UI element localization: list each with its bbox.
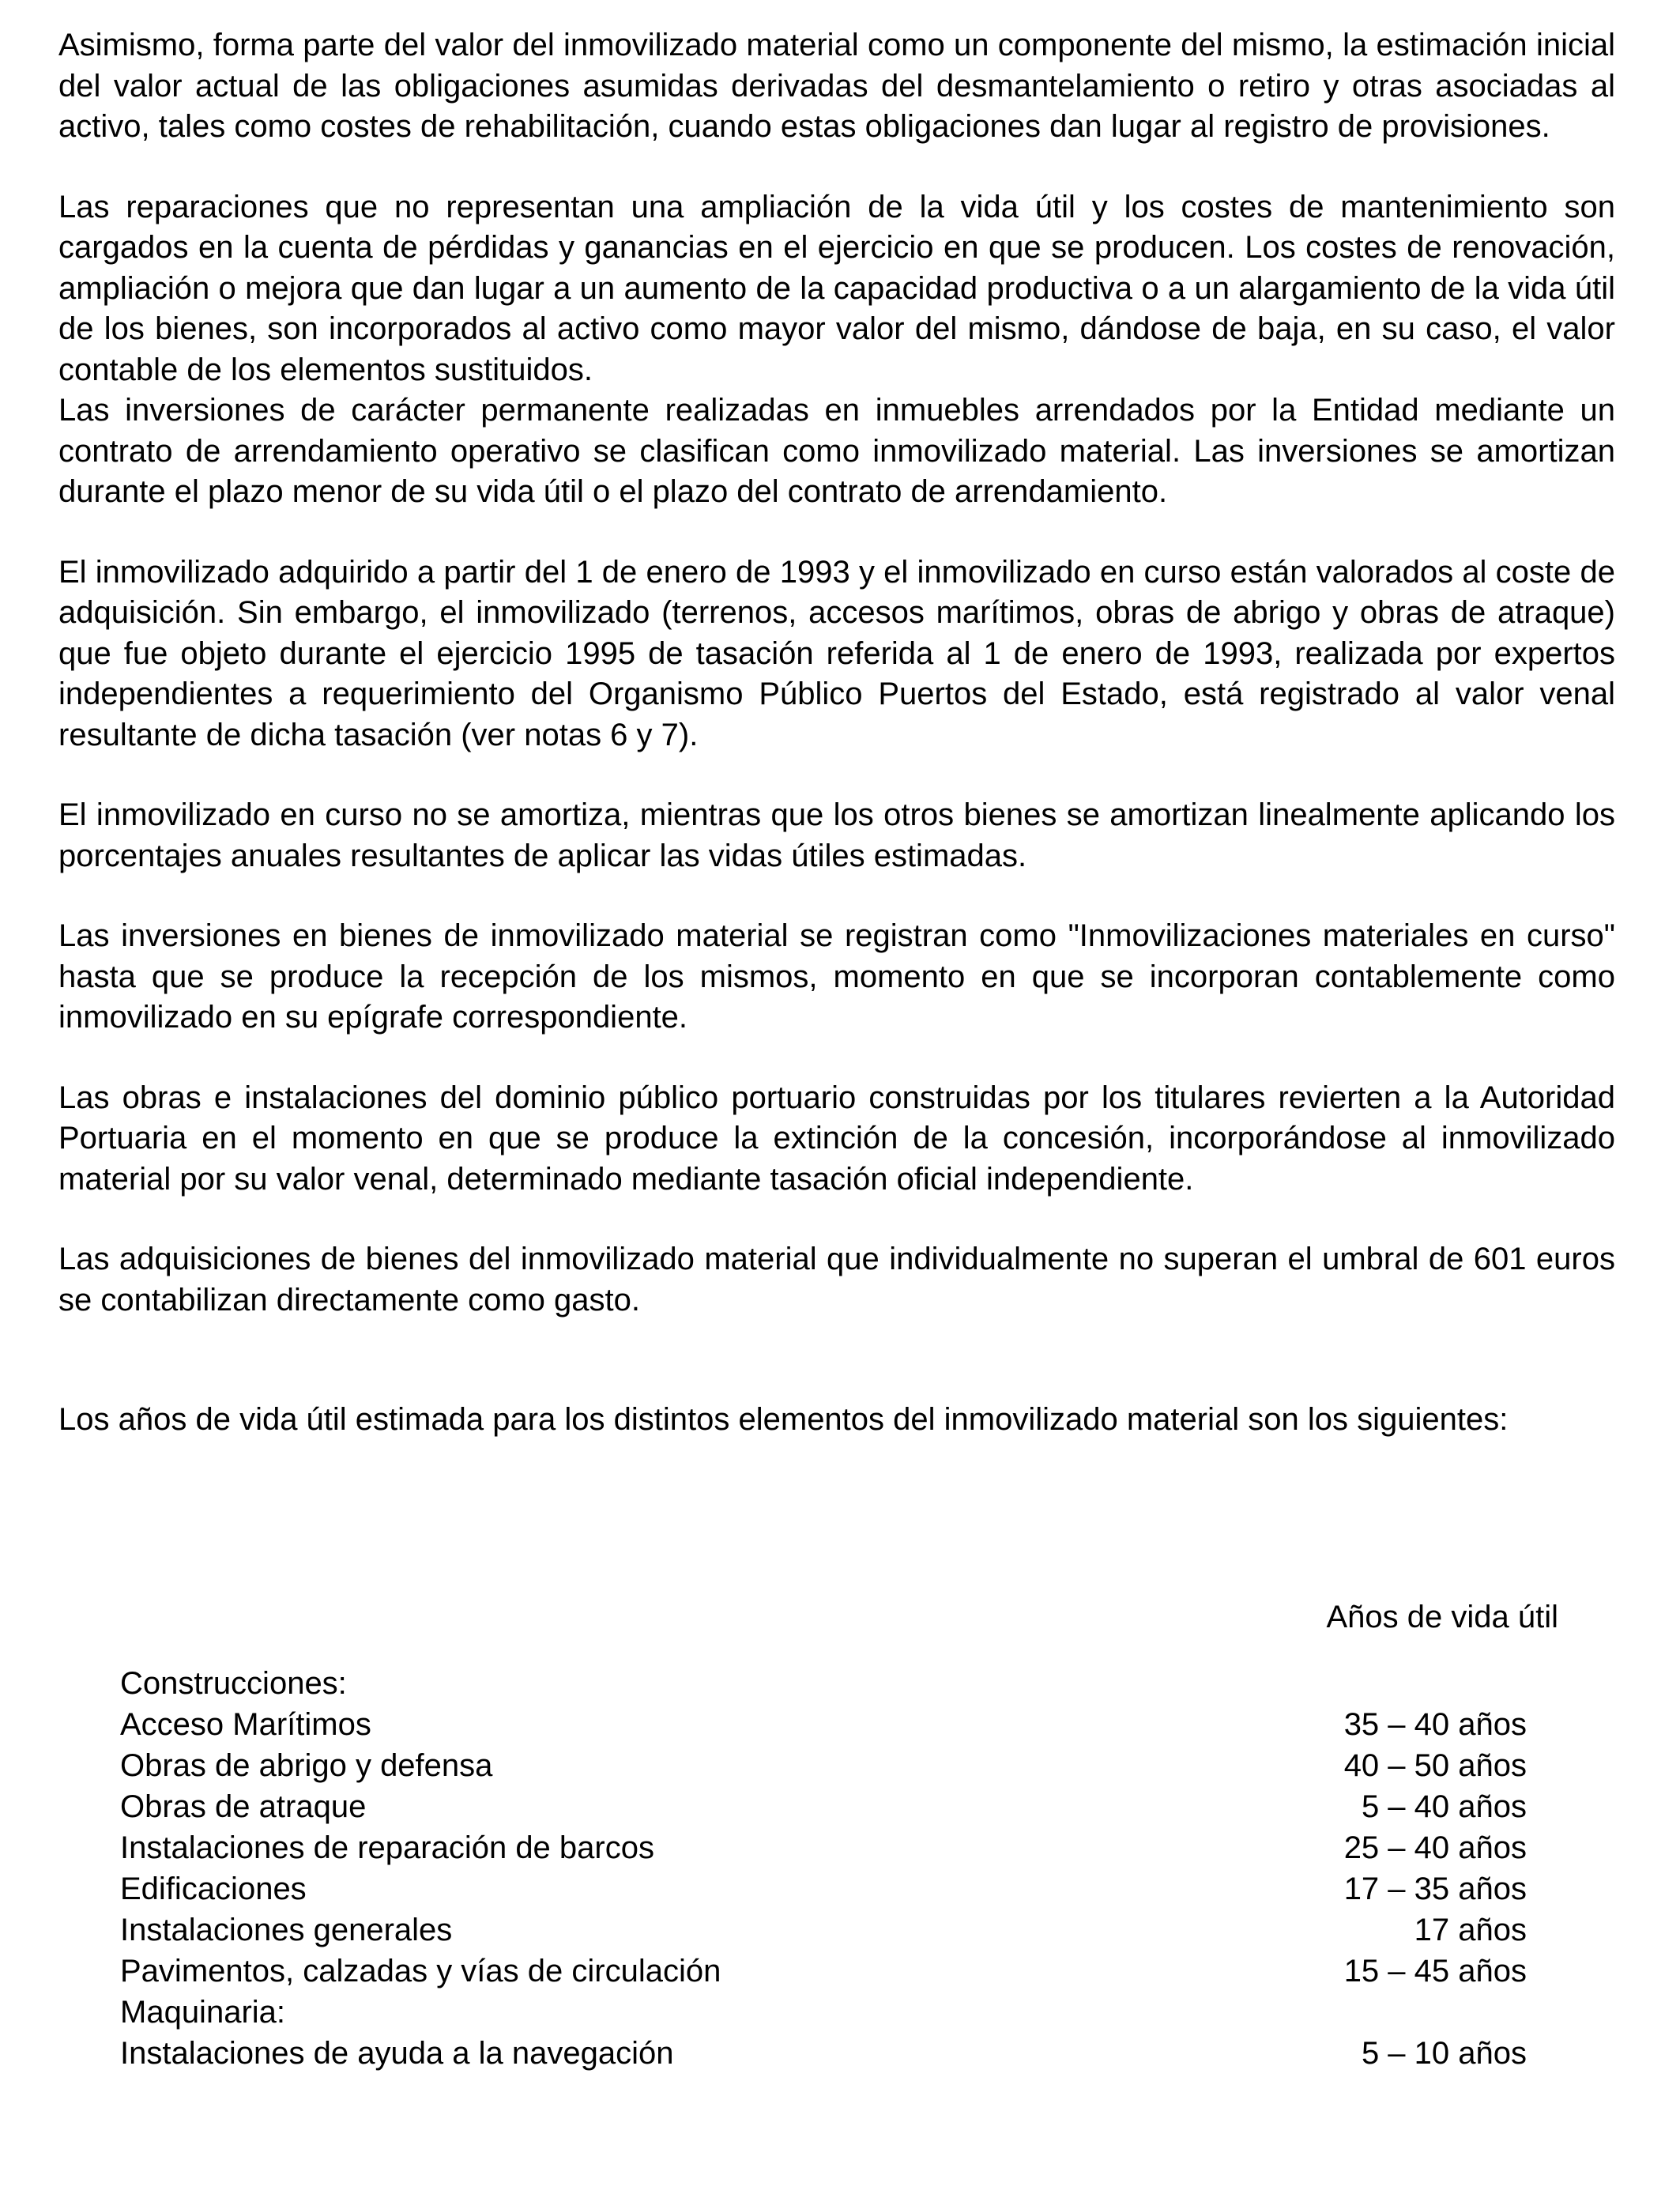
table-row xyxy=(120,1745,1527,1786)
table-row xyxy=(120,1704,1527,1745)
row-value: 17 años xyxy=(1414,1913,1527,1947)
table-row xyxy=(120,1827,1527,1868)
row-value: 25 – 40 años xyxy=(1343,1830,1527,1865)
table-header-years: Años de vida útil xyxy=(1326,1600,1558,1634)
row-label: Instalaciones de ayuda a la navegación xyxy=(120,2036,674,2071)
row-label: Obras de atraque xyxy=(120,1789,367,1824)
row-value: 15 – 45 años xyxy=(1343,1954,1527,1989)
paragraph-vida-util-intro: Los años de vida útil estimada para los distintos elementos del inmovilizado material son los siguientes: xyxy=(58,1402,1509,1437)
row-label: Instalaciones generales xyxy=(120,1913,453,1947)
row-label: Instalaciones de reparación de barcos xyxy=(120,1830,654,1865)
paragraph-inmovilizaciones-curso: Las inversiones en bienes de inmovilizado material se registran como "Inmovilizaciones materiales en curso" hasta que se produce la recepción de los mismos, momento en que se incorporan contablemente como inmovilizado en su epígrafe correspondiente. xyxy=(58,918,1615,1035)
paragraph-valoracion: El inmovilizado adquirido a partir del 1 de enero de 1993 y el inmovilizado en curso están valorados al coste de adquisición. Sin embargo, el inmovilizado (terrenos, accesos marítimos, obras de abrigo y obras de atraque) que fue objeto durante el ejercicio 1995 de tasación referida al 1 de enero de 1993, realizada por expertos independientes a requerimiento del Organismo Público Puertos del Estado, está registrado al valor venal resultante de dicha tasación (ver notas 6 y 7). xyxy=(58,554,1615,752)
row-value: 5 – 10 años xyxy=(1361,2036,1527,2071)
row-label: Obras de abrigo y defensa xyxy=(120,1748,493,1783)
row-value: 17 – 35 años xyxy=(1343,1872,1527,1906)
table-row xyxy=(120,1663,1527,1704)
row-label: Edificaciones xyxy=(120,1872,307,1906)
paragraph-inmuebles-arrendados: Las inversiones de carácter permanente realizadas en inmuebles arrendados por la Entidad mediante un contrato de arrendamiento operativo se clasifican como inmovilizado material. Las inversiones se amortizan durante el plazo menor de su vida útil o el plazo del contrato de arrendamiento. xyxy=(58,393,1615,509)
row-label: Maquinaria: xyxy=(120,1995,286,2030)
row-label: Pavimentos, calzadas y vías de circulación xyxy=(120,1954,721,1989)
row-value: 35 – 40 años xyxy=(1343,1707,1527,1742)
table-row xyxy=(120,1951,1527,1992)
paragraph-umbral-gasto: Las adquisiciones de bienes del inmovilizado material que individualmente no superan el umbral de 601 euros se contabilizan directamente como gasto. xyxy=(58,1242,1615,1318)
paragraph-reparaciones: Las reparaciones que no representan una ampliación de la vida útil y los costes de mantenimiento son cargados en la cuenta de pérdidas y ganancias en el ejercicio en que se producen. Los costes de renovación, ampliación o mejora que dan lugar a un aumento de la capacidad productiva o a un alargamiento de la vida útil de los bienes, son incorporados al activo como mayor valor del mismo, dándose de baja, en su caso, el valor contable de los elementos sustituidos. xyxy=(58,189,1615,387)
row-label: Construcciones: xyxy=(120,1666,347,1701)
table-row xyxy=(120,1868,1527,1909)
row-value: 40 – 50 años xyxy=(1343,1748,1527,1783)
paragraph-provisiones: Asimismo, forma parte del valor del inmovilizado material como un componente del mismo, la estimación inicial del valor actual de las obligaciones asumidas derivadas del desmantelamiento o retiro y otras asociadas al activo, tales como costes de rehabilitación, cuando estas obligaciones dan lugar al registro de provisiones. xyxy=(58,28,1615,144)
table-row xyxy=(120,1992,1527,2033)
table-row xyxy=(120,1786,1527,1827)
paragraph-reversion-concesiones: Las obras e instalaciones del dominio público portuario construidas por los titulares revierten a la Autoridad Portuaria en el momento en que se produce la extinción de la concesión, incorporándose al inmovilizado material por su valor venal, determinado mediante tasación oficial independiente. xyxy=(58,1080,1615,1197)
table-row xyxy=(120,2033,1527,2074)
table-rows xyxy=(120,1663,1527,2074)
paragraph-amortizacion: El inmovilizado en curso no se amortiza, mientras que los otros bienes se amortizan linealmente aplicando los porcentajes anuales resultantes de aplicar las vidas útiles estimadas. xyxy=(58,797,1615,873)
table-row xyxy=(120,1909,1527,1951)
row-label: Acceso Marítimos xyxy=(120,1707,371,1742)
document-body xyxy=(58,25,1615,1441)
row-value: 5 – 40 años xyxy=(1361,1789,1527,1824)
